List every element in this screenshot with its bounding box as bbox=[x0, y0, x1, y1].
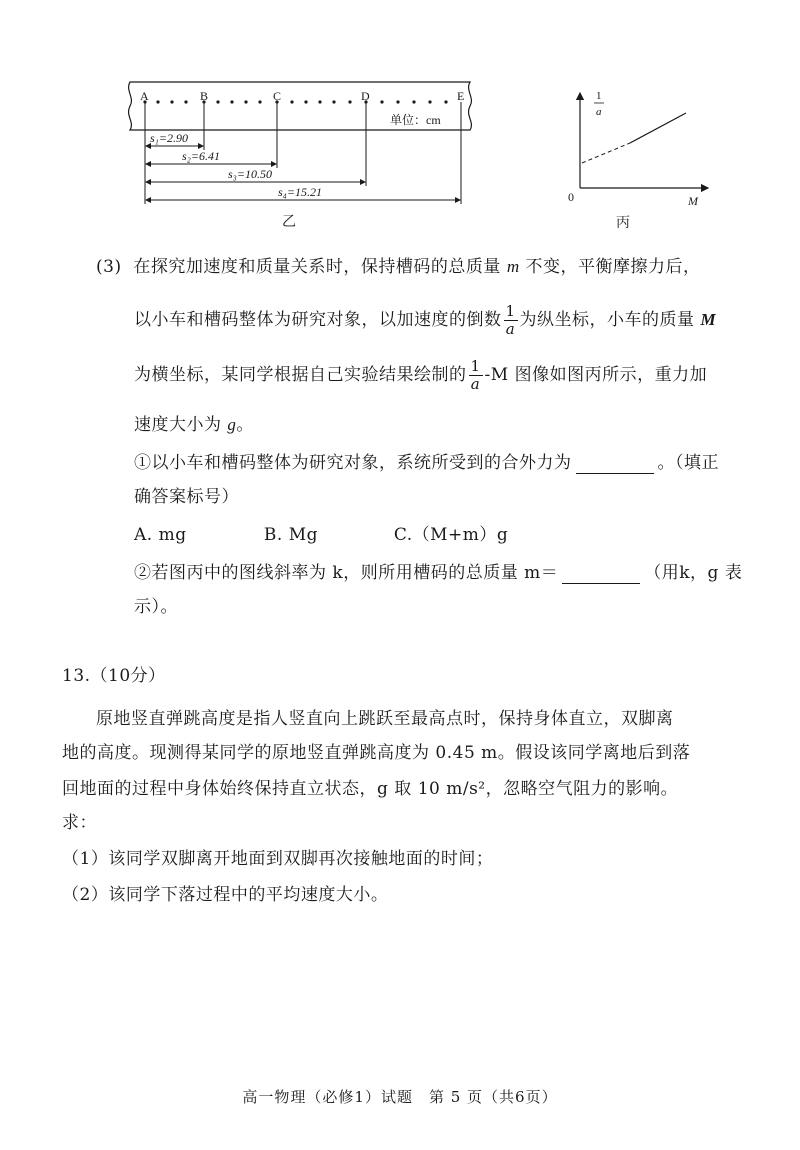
q13-question-2: （2）该同学下落过程中的平均速度大小。 bbox=[62, 885, 389, 905]
caption-bing: 丙 bbox=[616, 216, 630, 231]
option-a: A. mg bbox=[134, 525, 187, 545]
figure-yi-tape bbox=[120, 72, 480, 232]
q12-sub2-line2: 示）。 bbox=[134, 597, 178, 617]
figure-bing-graph bbox=[560, 85, 720, 235]
point-b: B bbox=[200, 89, 209, 103]
q12-sub1-line: ①以小车和槽码整体为研究对象，系统所受到的合外力为 。（填正 bbox=[134, 453, 719, 473]
y-axis-den: a bbox=[596, 106, 602, 118]
q13-para-line2: 地的高度。现测得某同学的原地竖直弹跳高度为 0.45 m。假设该同学离地后到落 bbox=[62, 743, 691, 763]
unit-label: 单位：cm bbox=[390, 113, 441, 127]
point-c: C bbox=[273, 89, 282, 103]
q12-part3-line3: 为横坐标，某同学根据自己实验结果绘制的 $\frac{1}{a}$ -M 图像如图丙所示，重力加 bbox=[134, 357, 708, 393]
q12-part3-line1: (3) 在探究加速度和质量关系时，保持槽码的总质量 m 不变，平衡摩擦力后， bbox=[96, 257, 701, 277]
q12-sub1-line2: 确答案标号） bbox=[134, 487, 239, 507]
point-a: A bbox=[140, 89, 149, 103]
caption-yi: 乙 bbox=[282, 215, 296, 230]
q13-header: 13.（10分） bbox=[62, 666, 166, 686]
fraction-one-over-a: $\frac{1}{a}$ bbox=[505, 302, 516, 338]
option-b: B. Mg bbox=[263, 525, 318, 545]
q12-options bbox=[134, 524, 508, 546]
s1-label: s₁=2.90 bbox=[150, 131, 188, 145]
q13-question-1: （1）该同学双脚离开地面到双脚再次接触地面的时间； bbox=[62, 849, 494, 869]
q12-part3-line4: 速度大小为 g。 bbox=[134, 415, 254, 435]
s2-label: s₂=6.41 bbox=[182, 149, 220, 163]
point-d: D bbox=[361, 89, 370, 103]
graph-line-solid bbox=[630, 113, 686, 143]
origin-label: 0 bbox=[568, 190, 574, 204]
tape-dots bbox=[143, 100, 447, 103]
answer-blank-1[interactable] bbox=[576, 455, 654, 474]
q13-para-line1: 原地竖直弹跳高度是指人竖直向上跳跃至最高点时，保持身体直立，双脚离 bbox=[96, 709, 674, 729]
graph-line-dashed bbox=[582, 143, 630, 163]
q12-part3-line2: 以小车和槽码整体为研究对象，以加速度的倒数 $\frac{1}{a}$ 为纵坐标，小车的质量 M bbox=[134, 302, 717, 338]
answer-blank-2[interactable] bbox=[562, 565, 640, 584]
x-axis-label: M bbox=[688, 194, 698, 208]
q13-para-line4: 求： bbox=[62, 813, 97, 833]
s4-label: s₄=15.21 bbox=[278, 185, 322, 199]
page-footer: 高一物理（必修1）试题 第 5 页（共6页） bbox=[242, 1088, 558, 1106]
s3-label: s₃=10.50 bbox=[228, 167, 272, 181]
option-c: C.（M+m）g bbox=[393, 525, 509, 545]
q12-sub2-line: ②若图丙中的图线斜率为 k，则所用槽码的总质量 m＝ （用k，g 表 bbox=[134, 563, 743, 583]
fraction-one-over-a-2: $\frac{1}{a}$ bbox=[470, 357, 481, 393]
y-axis-num: 1 bbox=[596, 90, 602, 102]
q13-para-line3: 回地面的过程中身体始终保持直立状态，g 取 10 m/s²，忽略空气阻力的影响。 bbox=[62, 779, 679, 799]
point-e: E bbox=[457, 89, 465, 103]
